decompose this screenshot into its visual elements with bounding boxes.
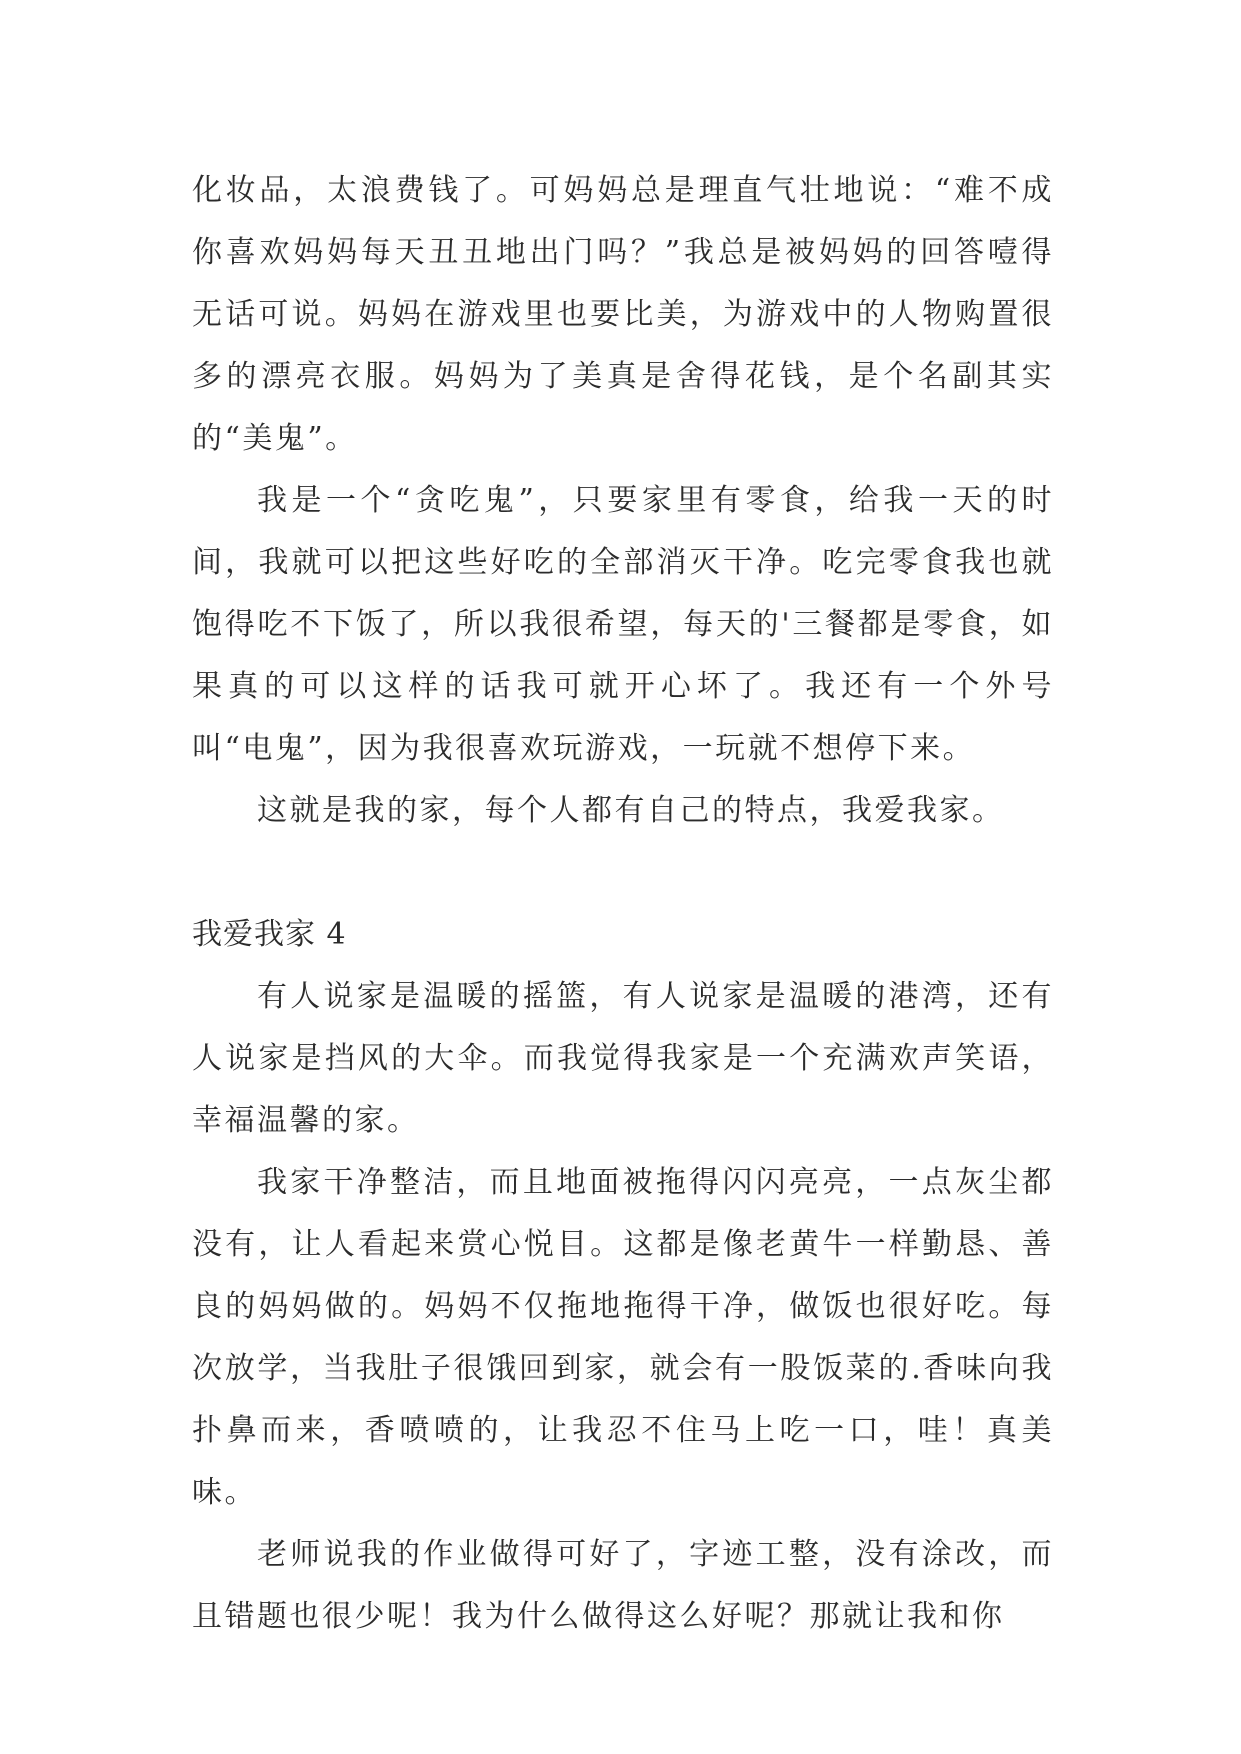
paragraph-intro: 有人说家是温暖的摇篮，有人说家是温暖的港湾，还有人说家是挡风的大伞。而我觉得我家是一个充满欢声笑语，幸福温馨的家。: [192, 979, 1054, 1138]
document-page: [192, 160, 1054, 1648]
paragraph-conclusion: 这就是我的家，每个人都有自己的特点，我爱我家。: [257, 793, 1005, 828]
section-spacer: [192, 842, 1054, 904]
paragraph-clean-home: 我家干净整洁，而且地面被拖得闪闪亮亮，一点灰尘都没有，让人看起来赏心悦目。这都是像老黄牛一样勤恳、善良的妈妈做的。妈妈不仅拖地拖得干净，做饭也很好吃。每次放学，当我肚子很饿回到家，就会有一股饭菜的.香味向我扑鼻而来，香喷喷的，让我忍不住马上吃一口，哇！真美味。: [192, 1165, 1054, 1510]
paragraph-mom-beauty: 化妆品，太浪费钱了。可妈妈总是理直气壮地说：“难不成你喜欢妈妈每天丑丑地出门吗？”我总是被妈妈的回答噎得无话可说。妈妈在游戏里也要比美，为游戏中的人物购置很多的漂亮衣服。妈妈为了美真是舍得花钱，是个名副其实的“美鬼”。: [192, 173, 1054, 456]
paragraph-snack-lover: 我是一个“贪吃鬼”，只要家里有零食，给我一天的时间，我就可以把这些好吃的全部消灭干净。吃完零食我也就饱得吃不下饭了，所以我很希望，每天的'三餐都是零食，如果真的可以这样的话我可就开心坏了。我还有一个外号叫“电鬼”，因为我很喜欢玩游戏，一玩就不想停下来。: [192, 483, 1054, 766]
paragraph-homework: 老师说我的作业做得可好了，字迹工整，没有涂改，而且错题也很少呢！我为什么做得这么好呢？那就让我和你: [192, 1537, 1054, 1634]
section-heading: 我爱我家 4: [192, 917, 347, 952]
